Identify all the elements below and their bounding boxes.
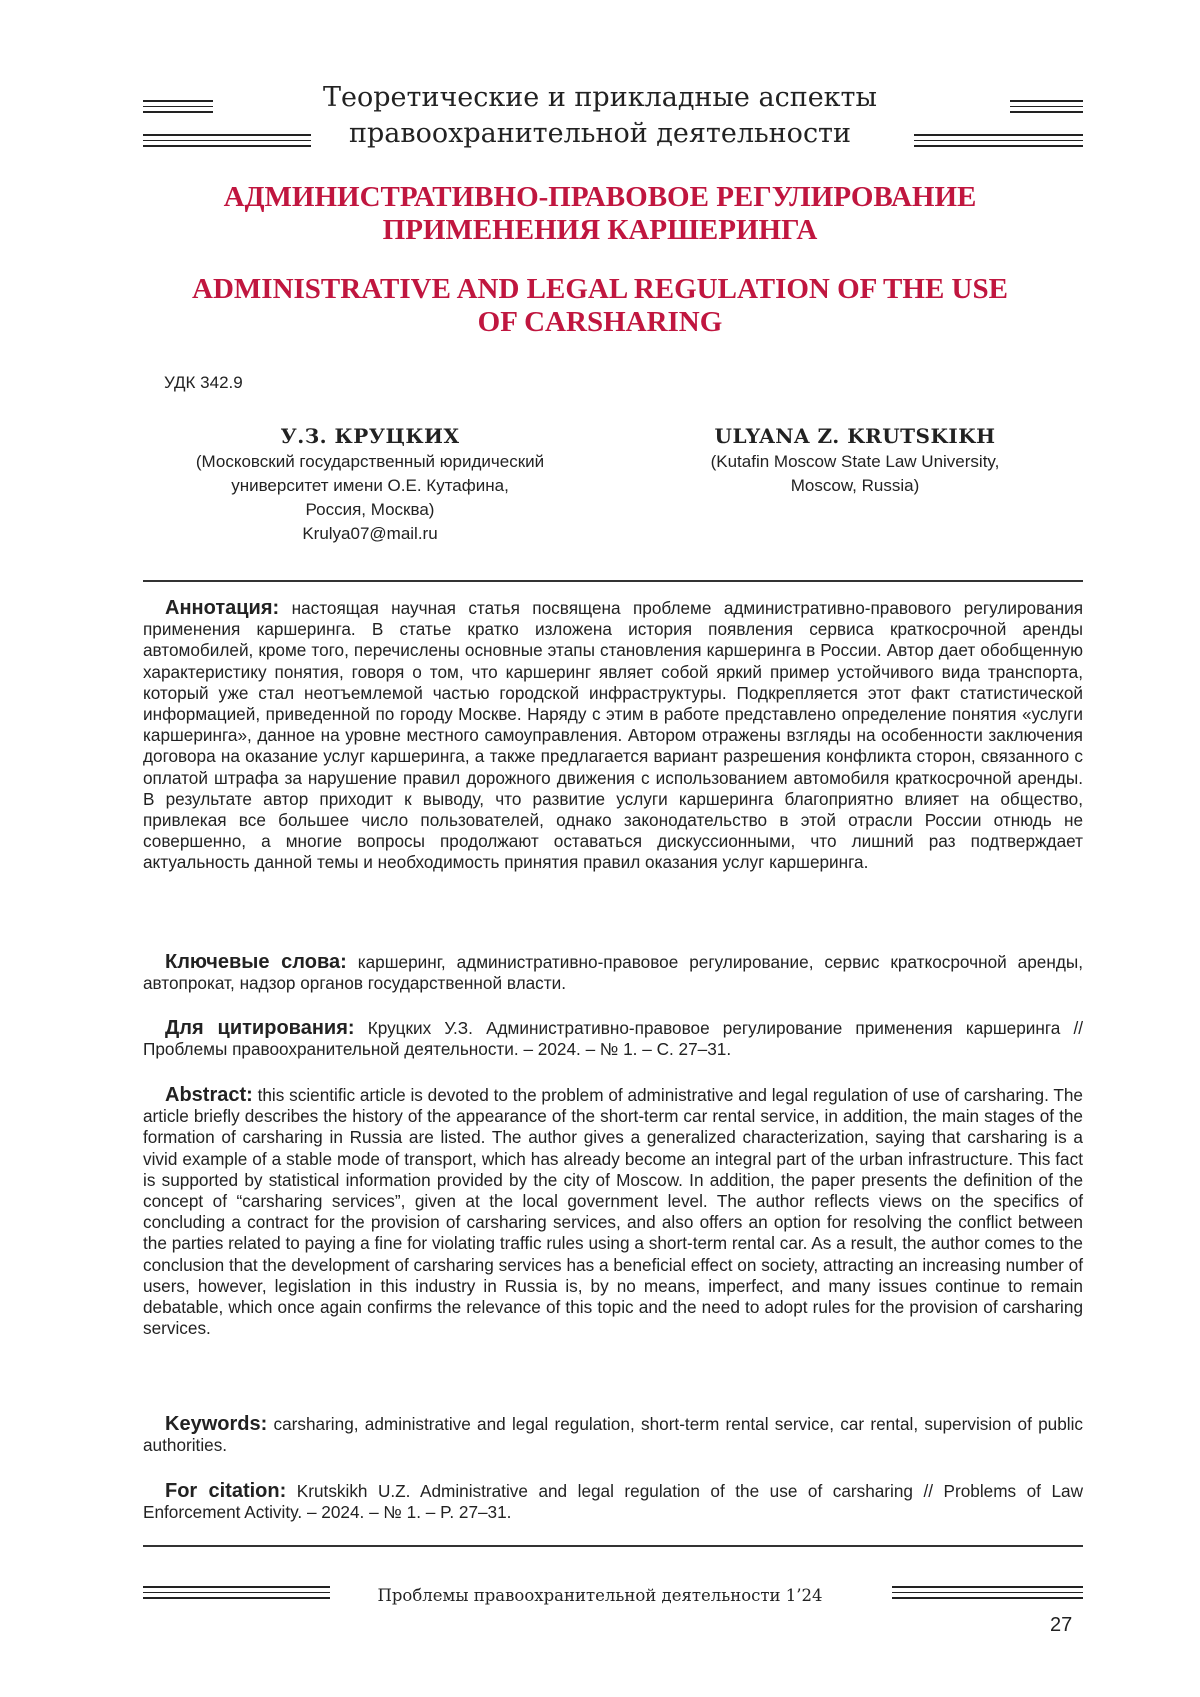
citation-en-paragraph (143, 1481, 1083, 1523)
citation-en-label: For citation: (165, 1480, 287, 1502)
article-title-ru-line1: АДМИНИСТРАТИВНО-ПРАВОВОЕ РЕГУЛИРОВАНИЕ (223, 181, 977, 213)
udk-code: УДК 342.9 (164, 373, 243, 392)
keywords-en-label: Keywords: (165, 1413, 268, 1435)
author-name-en: ULYANA Z. KRUTSKIKH (714, 424, 996, 448)
article-title-en-line1: ADMINISTRATIVE AND LEGAL REGULATION OF THE USE (192, 273, 1008, 305)
journal-section-line1: Теоретические и прикладные аспекты (323, 82, 877, 113)
author-email: Krulya07@mail.ru (302, 524, 438, 543)
article-title-en (150, 273, 1050, 339)
citation-ru-paragraph (143, 1018, 1083, 1060)
divider-top (143, 580, 1083, 582)
page-number: 27 (1050, 1614, 1073, 1636)
citation-ru-text: Круцких У.З. Административно-правовое регулирование применения каршеринга // Проблемы правоохранительной деятельности. – 2024. – № 1. – С. 27–31. (143, 1018, 1084, 1060)
keywords-en-text: carsharing, administrative and legal regulation, short-term rental service, car rental, supervision of public authorities. (143, 1414, 1084, 1456)
footer-rule-left (143, 1586, 330, 1599)
abstract-text: this scientific article is devoted to the problem of administrative and legal regulation of use of carsharing. The article briefly describes the history of the appearance of the short-term car rental service, in addition, the main stages of the formation of carsharing in Russia are listed. The author gives a generalized characterization, saying that carsharing is a vivid example of a stable mode of transport, which has already become an integral part of the urban infrastructure. This fact is supported by statistical information provided by the city of Moscow. In addition, the paper presents the definition of the concept of “carsharing services”, given at the local government level. The author reflects views on the specifics of concluding a contract for the provision of carsharing services, and also offers an option for resolving the conflict between the parties related to paying a fine for violating traffic rules using a short-term rental car. As a result, the author comes to the conclusion that the development of carsharing services has a beneficial effect on society, attracting an increasing number of users, however, legislation in this industry in Russia is, by no means, imperfect, and many issues continue to remain debatable, which once again confirms the relevance of this topic and the need to adopt rules for the provision of carsharing services. (143, 1085, 1083, 1339)
author-affiliation-en-line2: Moscow, Russia) (790, 476, 920, 495)
author-name-ru: У.З. КРУЦКИХ (280, 424, 460, 448)
article-title-ru-line2: ПРИМЕНЕНИЯ КАРШЕРИНГА (382, 214, 818, 246)
header-rule-right-top (1010, 100, 1083, 113)
annotation-text: настоящая научная статья посвящена проблеме административно-правового регулирования применения каршеринга. В статье кратко изложена история появления сервиса краткосрочной аренды автомобилей, кроме того, перечислены основные этапы становления каршеринга в России. Автор дает обобщенную характеристику понятия, говоря о том, что каршеринг являет собой яркий пример устойчивого вида транспорта, который уже стал неотъемлемой частью городской инфраструктуры. Подкрепляется этот факт статистической информацией, приведенной по городу Москве. Наряду с этим в работе представлено определение понятия «услуги каршеринга», данное на уровне местного самоуправления. Автором отражены взгляды на особенности заключения договора на оказание услуг каршеринга, а также предлагается вариант разрешения конфликта сторон, связанного с оплатой штрафа за нарушение правил дорожного движения с использованием автомобиля краткосрочной аренды. В результате автор приходит к выводу, что развитие услуги каршеринга благоприятно влияет на общество, привлекая все большее число пользователей, однако законодательство в этой отрасли России отнюдь не совершенно, а многие вопросы продолжают оставаться дискуссионными, что лишний раз подтверждает актуальность данной темы и необходимость принятия правил оказания услуг каршеринга. (143, 598, 1084, 873)
divider-bottom (143, 1545, 1083, 1547)
abstract-label: Abstract: (165, 1084, 253, 1106)
citation-en-text: Krutskikh U.Z. Administrative and legal regulation of the use of carsharing // Problems of Law Enforcement Activity. – 2024. – № 1. – P. 27–31. (143, 1481, 1083, 1523)
annotation-label: Аннотация: (165, 597, 280, 619)
header-rule-right-bottom (914, 134, 1083, 147)
author-block-ru (150, 422, 590, 546)
footer-journal-title: Проблемы правоохранительной деятельности 1’24 (377, 1586, 823, 1605)
author-affiliation-ru-line1: (Московский государственный юридический (195, 452, 545, 471)
keywords-ru-text: каршеринг, административно-правовое регулирование, сервис краткосрочной аренды, автопрокат, надзор органов государственной власти. (143, 952, 1083, 994)
author-affiliation-ru-line3: Россия, Москва) (305, 500, 435, 519)
header-rule-left-bottom (143, 134, 311, 147)
author-block-en (640, 422, 1070, 498)
abstract-paragraph (143, 1085, 1083, 1339)
annotation-paragraph (143, 598, 1083, 874)
article-title-ru (150, 181, 1050, 247)
footer-rule-right (892, 1586, 1083, 1599)
journal-section-line2: правоохранительной деятельности (349, 118, 851, 149)
citation-ru-label: Для цитирования: (165, 1017, 355, 1039)
article-title-en-line2: OF CARSHARING (477, 306, 723, 338)
keywords-ru-paragraph (143, 952, 1083, 994)
keywords-ru-label: Ключевые слова: (165, 951, 347, 973)
journal-section-title (300, 80, 900, 152)
page-header (0, 80, 1200, 152)
keywords-en-paragraph (143, 1414, 1083, 1456)
header-rule-left-top (143, 100, 213, 113)
author-affiliation-ru-line2: университет имени О.Е. Кутафина, (231, 476, 509, 495)
author-affiliation-en-line1: (Kutafin Moscow State Law University, (710, 452, 1000, 471)
